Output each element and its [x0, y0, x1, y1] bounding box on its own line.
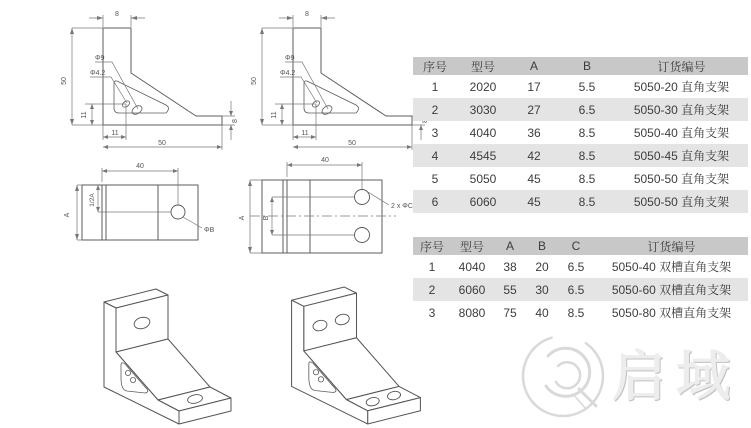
table-cell: 5050-50 直角支架 [633, 172, 730, 186]
column-header: 序号 [413, 237, 451, 255]
dim-hole-horizontal: 11 [111, 130, 119, 137]
table-cell: 1 [428, 259, 436, 274]
table-row [413, 98, 748, 121]
column-header: C [557, 237, 595, 255]
table-row [413, 144, 748, 167]
table-cell: 2 [431, 102, 439, 117]
dim-left-height: 50 [61, 77, 68, 85]
hole-label-small: Φ4.2 [90, 70, 106, 77]
table-cell: 5050-20 直角支架 [633, 80, 730, 94]
table-cell: 2020 [469, 79, 497, 94]
table-cell: 4545 [469, 148, 497, 163]
plan2-dim-top: 40 [321, 157, 329, 164]
dim-bottom-length: 50 [158, 140, 166, 147]
table-cell: 27 [527, 102, 541, 117]
column-header: A [493, 237, 527, 255]
table-cell: 5050-30 直角支架 [633, 103, 730, 117]
table-cell: 6060 [469, 194, 497, 209]
table-cell: 5050-80 双槽直角支架 [611, 306, 732, 320]
table-cell: 6.5 [567, 259, 585, 274]
column-header: 型号 [457, 57, 509, 75]
table-cell: 8080 [458, 305, 486, 320]
dim-hole-vertical: 11 [81, 111, 88, 119]
dim-bottom-length: 50 [348, 140, 356, 147]
order-table-single-slot [413, 57, 748, 213]
table-cell: 8.5 [578, 194, 596, 209]
table-row [413, 167, 748, 190]
column-header: 型号 [451, 237, 493, 255]
table-cell: 3 [431, 125, 439, 140]
table-cell: 6.5 [567, 282, 585, 297]
plan2-hole-label: 2 x ΦC [391, 203, 413, 210]
table-cell: 5050-60 双槽直角支架 [611, 283, 732, 297]
plan2-dim-b: B [263, 215, 270, 221]
dim-left-height: 50 [251, 77, 258, 85]
table-cell: 4 [431, 148, 439, 163]
table-cell: 55 [503, 282, 517, 297]
column-header: 序号 [413, 57, 457, 75]
column-header: B [559, 57, 615, 75]
column-header: B [527, 237, 557, 255]
qiyu-logo-icon [516, 326, 616, 426]
plan1-hole-label: ΦB [204, 227, 215, 234]
plan-view-double [238, 152, 433, 267]
plan-view-single [55, 158, 240, 273]
column-header: A [509, 57, 559, 75]
table-header-row [413, 237, 748, 255]
plan1-dim-a: A [64, 212, 71, 218]
profile-drawing-2 [225, 3, 430, 155]
table-cell: 8.5 [578, 171, 596, 186]
table-row [413, 278, 748, 301]
dim-right-height: 8 [422, 119, 429, 123]
table-cell: 5 [431, 171, 439, 186]
table-row [413, 121, 748, 144]
plan1-dim-half-a: 1/2A [89, 193, 96, 207]
table-cell: 5050-40 双槽直角支架 [611, 260, 732, 274]
profile-drawing-1 [35, 3, 240, 155]
table-cell: 4040 [458, 259, 486, 274]
table-cell: 36 [527, 125, 541, 140]
table-cell: 45 [527, 194, 541, 209]
table-row [413, 190, 748, 213]
table-cell: 1 [431, 79, 439, 94]
order-table-double-slot [413, 237, 748, 324]
table-cell: 30 [535, 282, 549, 297]
hole-label-small: Φ4.2 [280, 70, 296, 77]
table-cell: 8.5 [578, 148, 596, 163]
table-cell: 40 [535, 305, 549, 320]
table-row [413, 301, 748, 324]
table-row [413, 75, 748, 98]
table-cell: 75 [503, 305, 517, 320]
table-cell: 6.5 [578, 102, 596, 117]
table-cell: 5.5 [578, 79, 596, 94]
dim-hole-horizontal: 11 [301, 130, 309, 137]
dim-right-height: 8 [232, 119, 239, 123]
table-cell: 2 [428, 282, 436, 297]
table-cell: 3 [428, 305, 436, 320]
table-cell: 5050-45 直角支架 [633, 149, 730, 163]
iso-view-single [78, 286, 258, 427]
plan2-dim-a: A [239, 215, 246, 221]
dim-hole-vertical: 11 [271, 111, 278, 119]
table-cell: 6 [431, 194, 439, 209]
table-header-row [413, 57, 748, 75]
table-cell: 45 [527, 171, 541, 186]
table-cell: 4040 [469, 125, 497, 140]
table-cell: 5050-40 直角支架 [633, 126, 730, 140]
table-cell: 42 [527, 148, 541, 163]
table-cell: 3030 [469, 102, 497, 117]
table-cell: 6060 [458, 282, 486, 297]
table-cell: 5050 [469, 171, 497, 186]
table-cell: 20 [535, 259, 549, 274]
dim-top-width: 8 [115, 11, 119, 18]
hole-label-large: Φ9 [95, 55, 105, 62]
table-cell: 5050-50 直角支架 [633, 195, 730, 209]
table-cell: 38 [503, 259, 517, 274]
dim-top-width: 8 [305, 11, 309, 18]
table-cell: 17 [527, 79, 541, 94]
table-cell: 8.5 [578, 125, 596, 140]
plan1-dim-top: 40 [136, 163, 144, 170]
table-row [413, 255, 748, 278]
table-cell: 8.5 [567, 305, 585, 320]
column-header: 订货编号 [595, 237, 748, 255]
column-header: 订货编号 [615, 57, 748, 75]
hole-label-large: Φ9 [285, 55, 295, 62]
brand-name: 启域 [612, 347, 740, 407]
